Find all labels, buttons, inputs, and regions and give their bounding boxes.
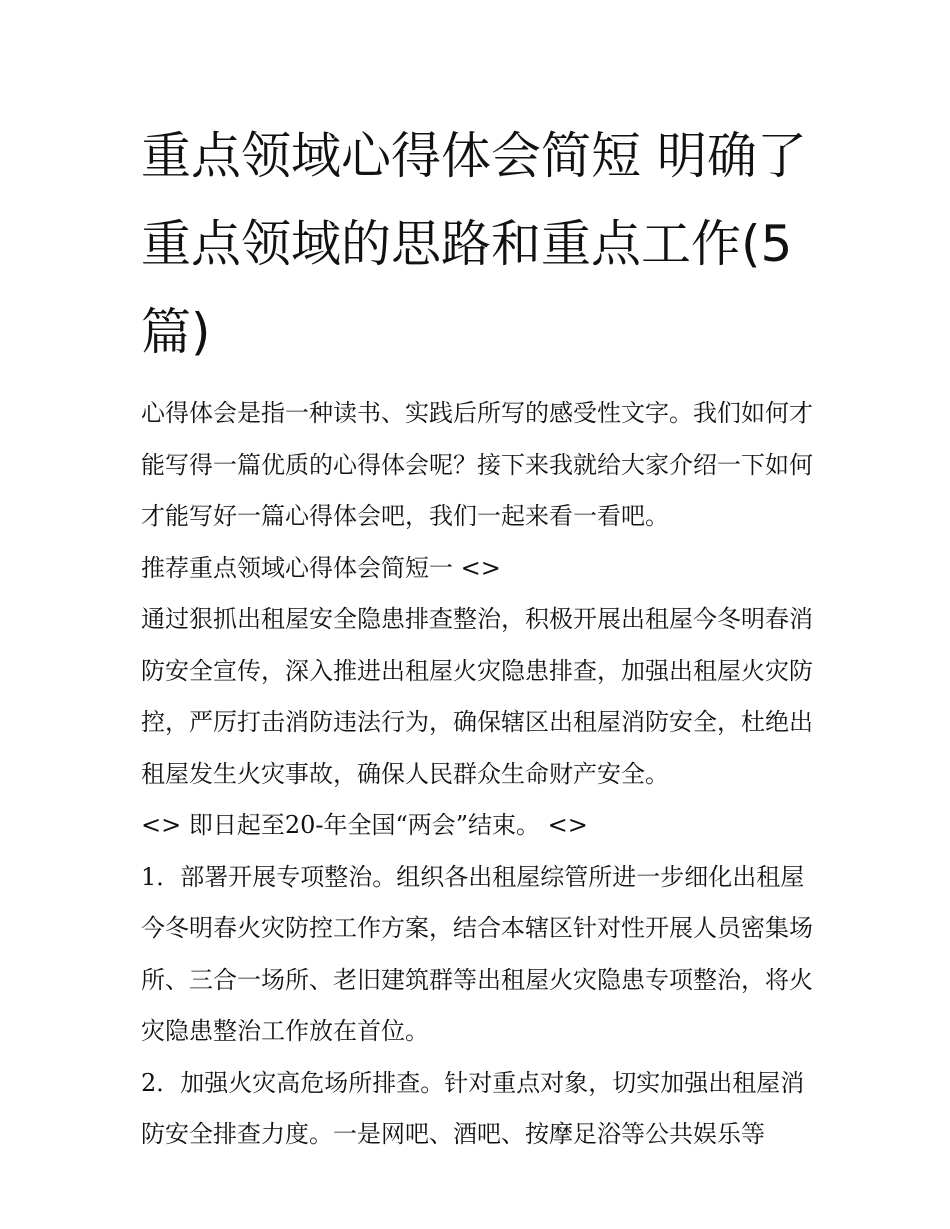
section-heading-paragraph: 推荐重点领域心得体会简短一 <>: [141, 553, 501, 582]
numbered-item-2: 2．加强火灾高危场所排查。针对重点对象，切实加强出租屋消防安全排查力度。一是网吧、酒吧、按摩足浴等公共娱乐等: [141, 1068, 805, 1148]
intro-paragraph: 心得体会是指一种读书、实践后所写的感受性文字。我们如何才能写得一篇优质的心得体会呢？接下来我就给大家介绍一下如何才能写好一篇心得体会吧，我们一起来看一看吧。: [141, 399, 813, 530]
date-range-paragraph: <> 即日起至20-年全国“两会”结束。 <>: [141, 811, 588, 839]
document-content: [141, 112, 821, 1161]
document-title: 重点领域心得体会简短 明确了重点领域的思路和重点工作(5篇): [141, 127, 807, 361]
numbered-item-1: 1．部署开展专项整治。组织各出租屋综管所进一步细化出租屋今冬明春火灾防控工作方案，结合本辖区针对性开展人员密集场所、三合一场所、老旧建筑群等出租屋火灾隐患专项整治，将火灾隐患整治工作放在首位。: [141, 862, 813, 1045]
body-paragraph: 通过狠抓出租屋安全隐患排查整治，积极开展出租屋今冬明春消防安全宣传，深入推进出租屋火灾隐患排查，加强出租屋火灾防控，严厉打击消防违法行为，确保辖区出租屋消防安全，杜绝出租屋发生火灾事故，确保人民群众生命财产安全。: [141, 605, 813, 788]
